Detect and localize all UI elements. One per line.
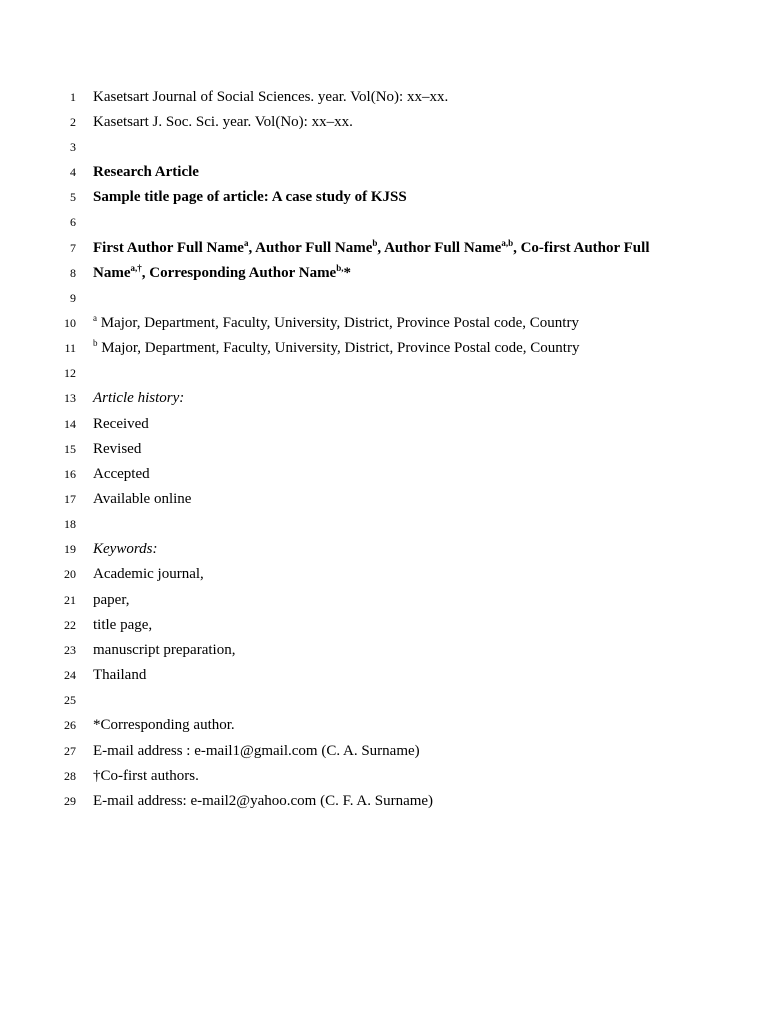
author-1-name: First Author Full Name	[93, 240, 244, 256]
line-number: 19	[64, 542, 76, 556]
line-number: 7	[70, 241, 76, 255]
keyword-item: manuscript preparation,	[93, 642, 236, 658]
line-number: 8	[70, 266, 76, 280]
keyword-item: Thailand	[93, 667, 147, 683]
line-15	[0, 438, 768, 460]
corresponding-author-note: *Corresponding author.	[93, 717, 235, 733]
line-1	[0, 86, 768, 108]
keyword-item: paper,	[93, 592, 130, 608]
line-number: 2	[70, 115, 76, 129]
line-14	[0, 413, 768, 435]
article-type: Research Article	[93, 164, 199, 180]
corresponding-author-affiliation-marker: b,	[336, 263, 344, 273]
line-number: 26	[64, 718, 76, 732]
line-number: 12	[64, 366, 76, 380]
keyword-item: title page,	[93, 617, 153, 633]
line-number: 23	[64, 643, 76, 657]
line-number: 1	[70, 90, 76, 104]
line-5	[0, 186, 768, 208]
line-number: 21	[64, 593, 76, 607]
corresponding-star: *	[343, 265, 351, 281]
line-27	[0, 740, 768, 762]
line-22	[0, 614, 768, 636]
line-29	[0, 790, 768, 812]
line-16	[0, 463, 768, 485]
author-3-affiliation-marker: a,b	[501, 238, 514, 248]
line-19	[0, 538, 768, 560]
article-history-heading: Article history:	[93, 390, 185, 406]
affiliation-a	[93, 312, 579, 334]
author-3-name: Author Full Name	[384, 240, 502, 256]
line-number: 24	[64, 668, 76, 682]
keyword-item: Academic journal,	[93, 566, 204, 582]
author-2-affiliation-marker: b	[372, 238, 378, 248]
line-number: 18	[64, 517, 76, 531]
affiliation-b	[93, 337, 579, 359]
line-11	[0, 337, 768, 359]
author-list-line-1: First Author Full Name$^a$, Author Full Name$^b$, Author Full Name$^{a,b}$, Co-first Author Full	[93, 238, 650, 256]
line-6	[0, 211, 768, 233]
line-4	[0, 161, 768, 183]
line-26	[0, 714, 768, 736]
line-number: 4	[70, 165, 76, 179]
keywords-heading: Keywords:	[93, 541, 158, 557]
line-18	[0, 513, 768, 535]
corresponding-author-name: Corresponding Author Name	[149, 265, 337, 281]
line-number: 11	[64, 341, 76, 355]
history-accepted: Accepted	[93, 466, 150, 482]
history-revised: Revised	[93, 441, 142, 457]
co-first-authors-note: †Co-first authors.	[93, 768, 199, 784]
line-number: 15	[64, 442, 76, 456]
author-4-name-part-1: Co-first Author Full	[520, 240, 650, 256]
line-8	[0, 262, 768, 284]
affiliation-b-marker: b	[93, 338, 98, 348]
affiliation-a-marker: a	[93, 313, 97, 323]
line-24	[0, 664, 768, 686]
line-13	[0, 387, 768, 409]
line-3	[0, 136, 768, 158]
corresponding-email: E-mail address : e-mail1@gmail.com (C. A. Surname)	[93, 743, 420, 759]
affiliation-b-text: Major, Department, Faculty, University, District, Province Postal code, Country	[101, 340, 580, 356]
line-number: 25	[64, 693, 76, 707]
history-received: Received	[93, 416, 149, 432]
line-number: 27	[64, 744, 76, 758]
line-number: 28	[64, 769, 76, 783]
line-9	[0, 287, 768, 309]
line-number: 5	[70, 190, 76, 204]
line-number: 29	[64, 794, 76, 808]
line-10	[0, 312, 768, 334]
line-number: 10	[64, 316, 76, 330]
line-2	[0, 111, 768, 133]
line-number: 20	[64, 567, 76, 581]
line-number: 3	[70, 140, 76, 154]
line-20	[0, 563, 768, 585]
line-21	[0, 589, 768, 611]
history-available-online: Available online	[93, 491, 192, 507]
line-number: 17	[64, 492, 76, 506]
journal-full-citation: Kasetsart Journal of Social Sciences. year. Vol(No): xx–xx.	[93, 89, 449, 105]
author-4-name-part-2: Name	[93, 265, 131, 281]
journal-abbrev-citation: Kasetsart J. Soc. Sci. year. Vol(No): xx–xx.	[93, 114, 353, 130]
line-number: 13	[64, 391, 76, 405]
article-title: Sample title page of article: A case study of KJSS	[93, 189, 407, 205]
author-4-affiliation-marker: a,†	[130, 263, 142, 273]
author-list-line-2: Name$^{a,\dagger}$, Corresponding Author Name$^{b,}$*	[93, 263, 351, 281]
line-17	[0, 488, 768, 510]
co-first-email: E-mail address: e-mail2@yahoo.com (C. F. A. Surname)	[93, 793, 434, 809]
line-28	[0, 765, 768, 787]
line-number: 22	[64, 618, 76, 632]
line-number: 16	[64, 467, 76, 481]
author-2-name: Author Full Name	[255, 240, 373, 256]
line-number: 9	[70, 291, 76, 305]
line-23	[0, 639, 768, 661]
affiliation-a-text: Major, Department, Faculty, University, District, Province Postal code, Country	[100, 315, 579, 331]
author-1-affiliation-marker: a	[243, 238, 249, 248]
line-12	[0, 362, 768, 384]
line-7	[0, 237, 768, 259]
line-number: 6	[70, 215, 76, 229]
line-number: 14	[64, 417, 76, 431]
line-25	[0, 689, 768, 711]
